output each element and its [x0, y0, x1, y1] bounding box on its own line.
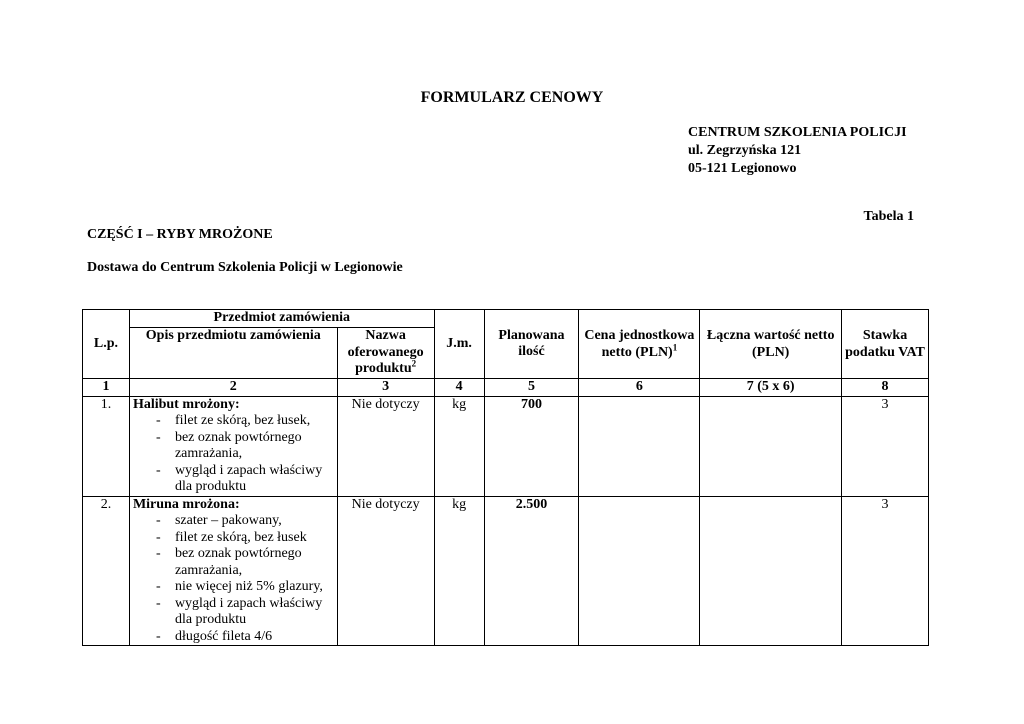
- header-unit-price: [579, 310, 700, 379]
- row-unit-price[interactable]: [579, 496, 700, 646]
- header-subject: Przedmiot zamówienia: [129, 310, 434, 328]
- column-number: 1: [83, 379, 130, 397]
- item-name: Halibut mrożony:: [132, 396, 240, 412]
- table-row: [83, 396, 929, 496]
- column-number-row: [83, 379, 929, 397]
- header-unit-price-footnote: 1: [672, 341, 678, 352]
- address-line-2: ul. Zegrzyńska 121: [688, 143, 802, 158]
- header-unit-price-text: Cena jednostkowa netto (PLN): [584, 328, 695, 360]
- header-description: Opis przedmiotu zamówienia: [129, 328, 337, 379]
- row-unit: kg: [434, 396, 484, 496]
- header-total-value: Łączna wartość netto (PLN): [700, 310, 842, 379]
- column-number: 8: [842, 379, 929, 397]
- row-unit-price[interactable]: [579, 396, 700, 496]
- part-title: CZĘŚĆ I – RYBY MROŻONE: [87, 227, 273, 242]
- row-total[interactable]: [700, 496, 842, 646]
- row-total[interactable]: [700, 396, 842, 496]
- row-description: [129, 496, 337, 646]
- row-product: Nie dotyczy: [337, 396, 434, 496]
- column-number: 4: [434, 379, 484, 397]
- column-number: 6: [579, 379, 700, 397]
- list-item: - wygląd i zapach właściwy dla produktu: [153, 463, 334, 496]
- header-planned-qty: Planowana ilość: [484, 310, 579, 379]
- list-item: - filet ze skórą, bez łusek: [153, 530, 334, 547]
- item-name: Miruna mrożona:: [132, 496, 240, 512]
- list-item: - bez oznak powtórnego zamrażania,: [153, 430, 334, 463]
- page-title: FORMULARZ CENOWY: [420, 89, 604, 106]
- list-item: - filet ze skórą, bez łusek,: [153, 413, 334, 430]
- price-table: [82, 309, 929, 646]
- recipient-address: [688, 124, 907, 178]
- header-product-name: [337, 328, 434, 379]
- row-product: Nie dotyczy: [337, 496, 434, 646]
- row-vat: 3: [842, 396, 929, 496]
- column-number: 2: [129, 379, 337, 397]
- address-line-1: CENTRUM SZKOLENIA POLICJI: [688, 125, 907, 140]
- list-item: - nie więcej niż 5% glazury,: [153, 579, 334, 596]
- item-spec-list: [133, 413, 334, 496]
- header-unit: J.m.: [434, 310, 484, 379]
- row-vat: 3: [842, 496, 929, 646]
- row-qty: 2.500: [484, 496, 579, 646]
- column-number: 3: [337, 379, 434, 397]
- header-product-name-footnote: 2: [411, 358, 417, 369]
- list-item: - bez oznak powtórnego zamrażania,: [153, 546, 334, 579]
- header-product-name-text: Nazwa oferowanego produktu: [347, 328, 424, 376]
- list-item: - długość fileta 4/6: [153, 629, 334, 646]
- row-unit: kg: [434, 496, 484, 646]
- header-vat-rate: Stawka podatku VAT: [842, 310, 929, 379]
- table-label: Tabela 1: [863, 209, 914, 224]
- list-item: - wygląd i zapach właściwy dla produktu: [153, 596, 334, 629]
- header-lp: L.p.: [83, 310, 130, 379]
- list-item: - szater – pakowany,: [153, 513, 334, 530]
- address-line-3: 05-121 Legionowo: [688, 161, 797, 176]
- row-qty: 700: [484, 396, 579, 496]
- column-number: 7 (5 x 6): [700, 379, 842, 397]
- table-row: [83, 496, 929, 646]
- delivery-text: Dostawa do Centrum Szkolenia Policji w Legionowie: [87, 260, 403, 275]
- row-lp: 2.: [83, 496, 130, 646]
- row-description: [129, 396, 337, 496]
- row-lp: 1.: [83, 396, 130, 496]
- item-spec-list: [133, 513, 334, 645]
- column-number: 5: [484, 379, 579, 397]
